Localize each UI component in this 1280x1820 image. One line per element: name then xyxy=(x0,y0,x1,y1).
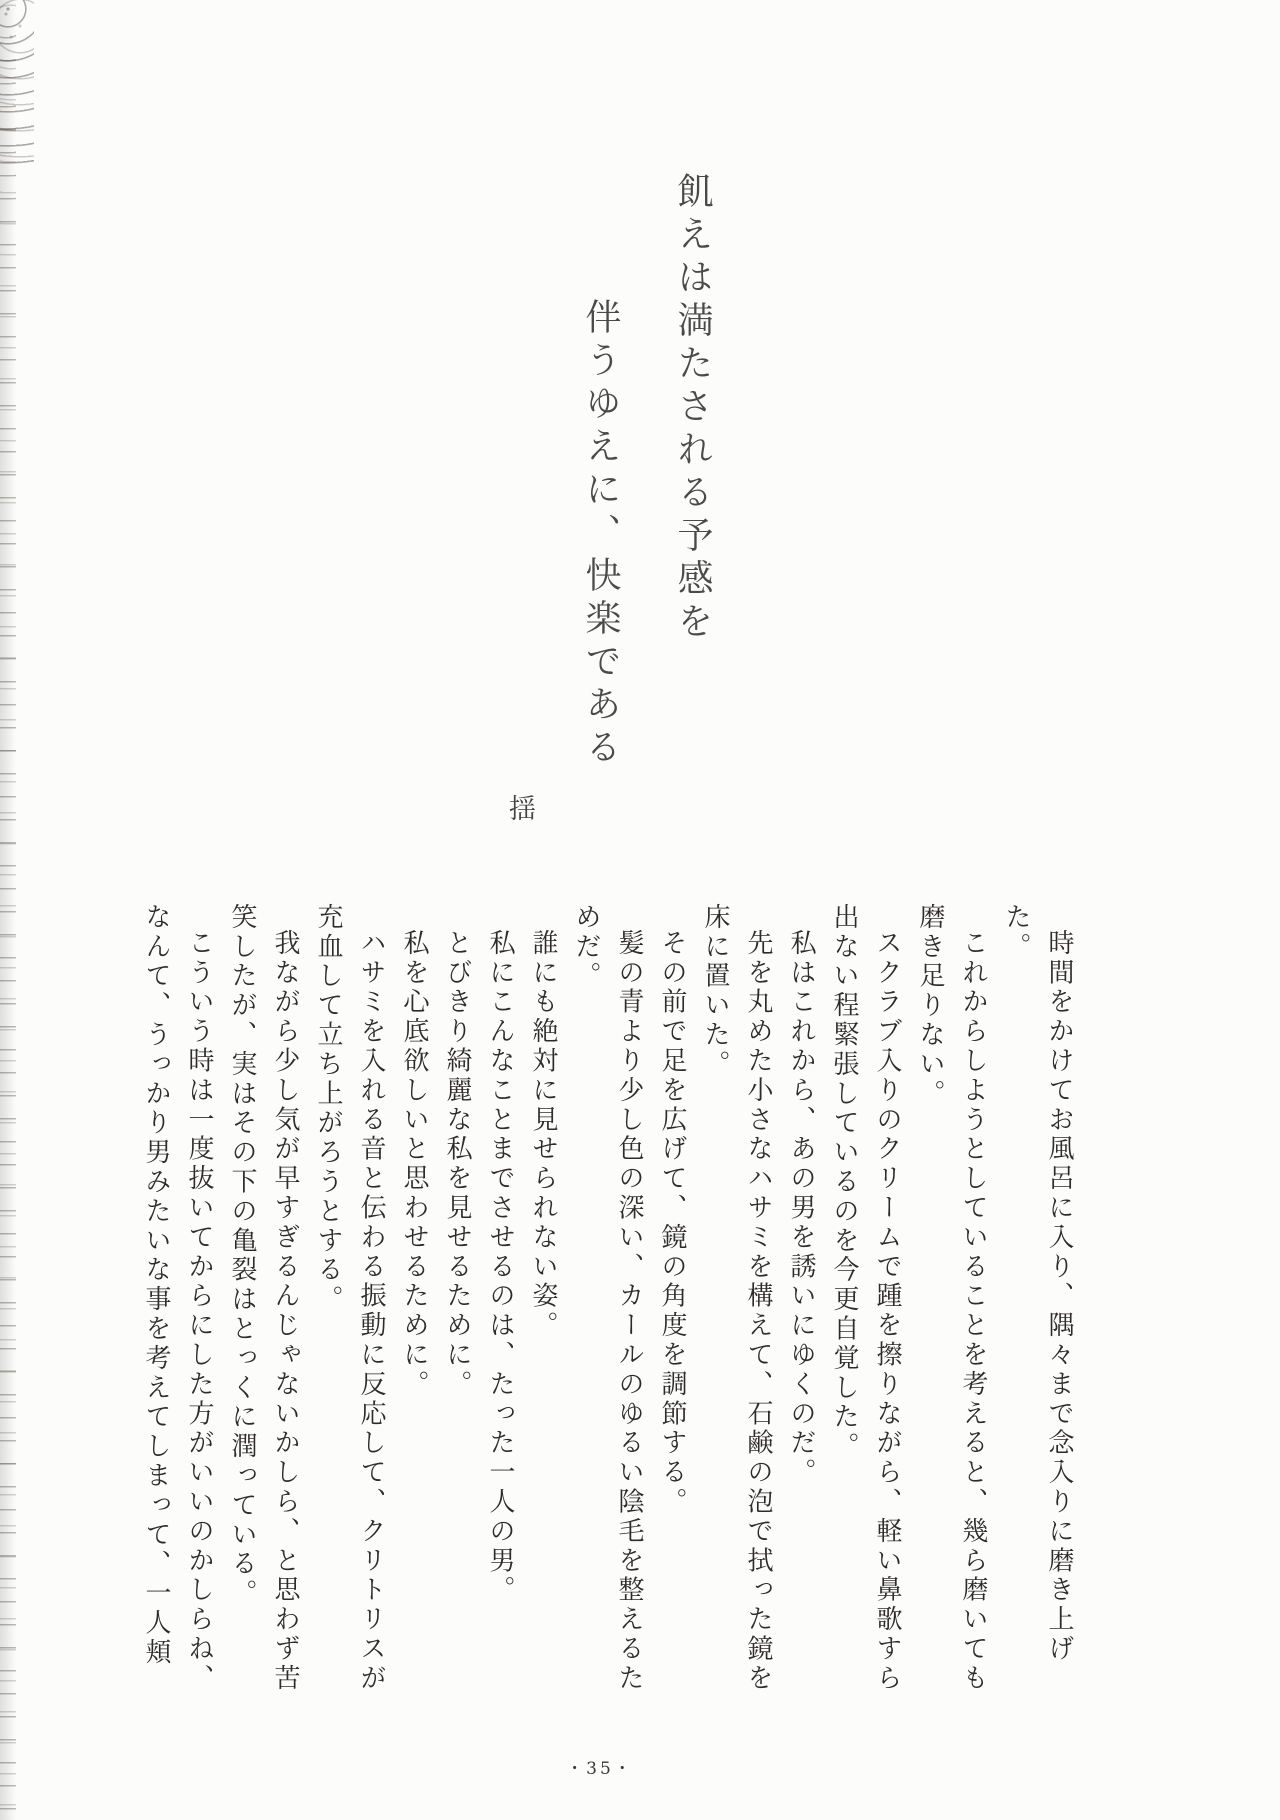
paragraph: 髪の青より少し色の深い、カールのゆるい陰毛を整えるためだ。 xyxy=(571,903,644,1694)
paragraph: とびきり綺麗な私を見せるために。 xyxy=(442,929,472,1400)
body-text xyxy=(134,903,1080,1698)
paragraph: これからしようとしていることを考えると、幾ら磨いても磨き足りない。 xyxy=(915,903,988,1694)
author-mark: 揺 xyxy=(504,794,535,821)
story-title-line-2: 伴うゆえに、快楽である xyxy=(580,298,621,771)
paragraph: スクラブ入りのクリームで踵を擦りながら、軽い鼻歌すら出ない程緊張しているのを今更自覚した。 xyxy=(829,903,902,1694)
paragraph: こういう時は一度抜いてからにした方がいいのかしらね、なんて、うっかり男みたいな事を考えてしまって、一人頬 xyxy=(141,903,214,1694)
paragraph: 先を丸めた小さなハサミを構えて、石鹸の泡で拭った鏡を床に置いた。 xyxy=(700,903,773,1694)
scan-corner-artifact xyxy=(0,0,34,170)
paragraph: その前で足を広げて、鏡の角度を調節する。 xyxy=(657,929,687,1517)
paragraph: ハサミを入れる音と伝わる振動に反応して、クリトリスが充血して立ち上がろうとする。 xyxy=(313,903,386,1694)
paragraph: 我ながら少し気が早すぎるんじゃないかしら、と思わず苦笑したが、実はその下の亀裂はとっくに潤っている。 xyxy=(227,903,300,1694)
story-title-line-1: 飢えは満たされる予感を xyxy=(672,172,713,645)
paragraph: 私はこれから、あの男を誘いにゆくのだ。 xyxy=(786,929,816,1488)
scan-edge-artifact xyxy=(0,0,16,1820)
page-number: ・35・ xyxy=(566,1759,634,1779)
paragraph: 私にこんなことまでさせるのは、たった一人の男。 xyxy=(485,929,515,1606)
paragraph: 誰にも絶対に見せられない姿。 xyxy=(528,929,558,1341)
paragraph: 時間をかけてお風呂に入り、隅々まで念入りに磨き上げた。 xyxy=(1001,903,1074,1664)
paragraph: 私を心底欲しいと思わせるために。 xyxy=(399,929,429,1400)
